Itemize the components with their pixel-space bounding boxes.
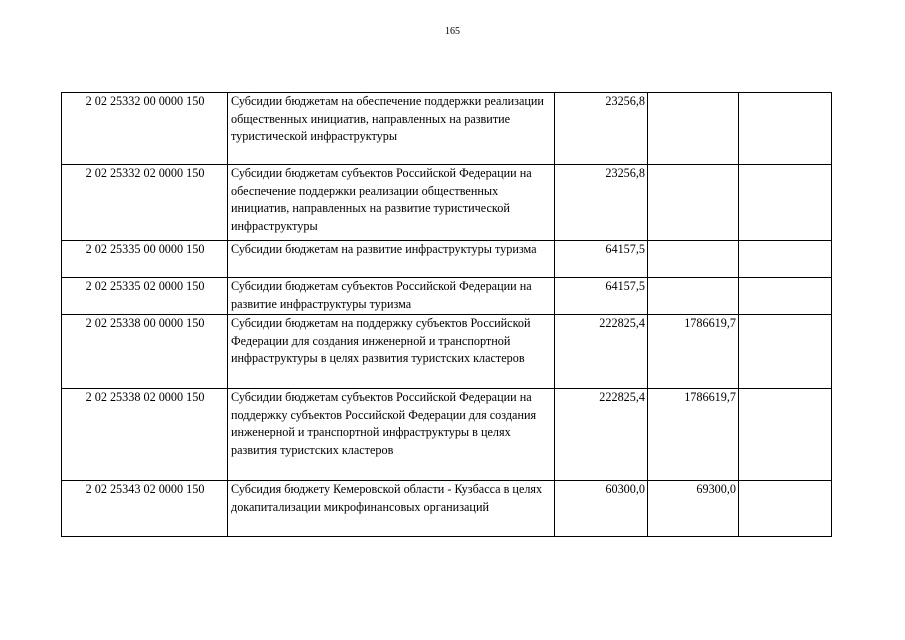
row-description: Субсидии бюджетам на развитие инфраструктуры туризма [228, 241, 555, 278]
page-number: 165 [445, 26, 460, 37]
budget-code: 2 02 25332 02 0000 150 [62, 165, 228, 241]
amount-year-3 [739, 165, 832, 241]
amount-year-1: 23256,8 [555, 165, 648, 241]
row-description: Субсидии бюджетам субъектов Российской Федерации на развитие инфраструктуры туризма [228, 278, 555, 315]
budget-code: 2 02 25335 00 0000 150 [62, 241, 228, 278]
amount-year-2 [648, 93, 739, 165]
amount-year-1: 222825,4 [555, 315, 648, 389]
table-row [62, 389, 832, 481]
amount-year-1: 64157,5 [555, 241, 648, 278]
amount-year-3 [739, 315, 832, 389]
row-description: Субсидии бюджетам на обеспечение поддержки реализации общественных инициатив, направленных на развитие туристической инфраструктуры [228, 93, 555, 165]
amount-year-3 [739, 278, 832, 315]
amount-year-2 [648, 165, 739, 241]
row-description: Субсидия бюджету Кемеровской области - Кузбасса в целях докапитализации микрофинансовых организаций [228, 481, 555, 537]
budget-code: 2 02 25343 02 0000 150 [62, 481, 228, 537]
amount-year-2 [648, 278, 739, 315]
table-row [62, 315, 832, 389]
amount-year-1: 60300,0 [555, 481, 648, 537]
amount-year-1: 23256,8 [555, 93, 648, 165]
table-row [62, 481, 832, 537]
budget-code: 2 02 25332 00 0000 150 [62, 93, 228, 165]
amount-year-2 [648, 241, 739, 278]
amount-year-1: 64157,5 [555, 278, 648, 315]
row-description: Субсидии бюджетам на поддержку субъектов Российской Федерации для создания инженерной и транспортной инфраструктуры в целях развития туристских кластеров [228, 315, 555, 389]
amount-year-3 [739, 481, 832, 537]
amount-year-3 [739, 389, 832, 481]
amount-year-2: 1786619,7 [648, 315, 739, 389]
row-description: Субсидии бюджетам субъектов Российской Федерации на обеспечение поддержки реализации общественных инициатив, направленных на развитие туристической инфраструктуры [228, 165, 555, 241]
table-row [62, 241, 832, 278]
amount-year-1: 222825,4 [555, 389, 648, 481]
budget-table [61, 92, 832, 537]
budget-code: 2 02 25335 02 0000 150 [62, 278, 228, 315]
row-description: Субсидии бюджетам субъектов Российской Федерации на поддержку субъектов Российской Федерации для создания инженерной и транспортной инфраструктуры в целях развития туристских кластеров [228, 389, 555, 481]
amount-year-3 [739, 93, 832, 165]
amount-year-2: 1786619,7 [648, 389, 739, 481]
amount-year-2: 69300,0 [648, 481, 739, 537]
amount-year-3 [739, 241, 832, 278]
budget-code: 2 02 25338 02 0000 150 [62, 389, 228, 481]
table-row [62, 93, 832, 165]
budget-code: 2 02 25338 00 0000 150 [62, 315, 228, 389]
table-row [62, 165, 832, 241]
table-row [62, 278, 832, 315]
